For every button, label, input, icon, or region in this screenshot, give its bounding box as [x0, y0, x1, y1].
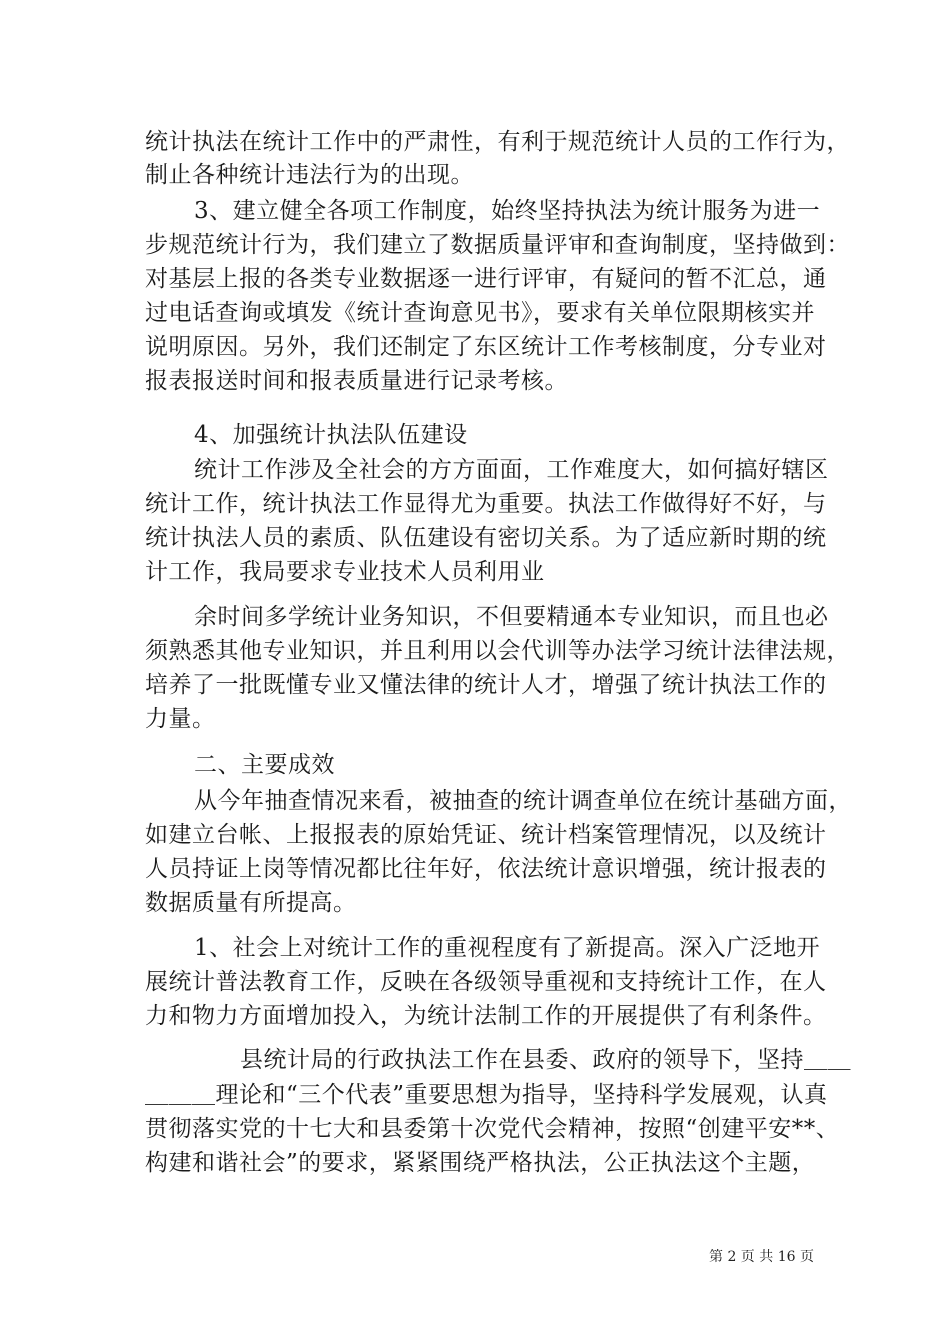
- text-line-15: 须熟悉其他专业知识，并且利用以会代训等办法学习统计法律法规，: [145, 638, 850, 664]
- text-line-28: 贯彻落实党的十七大和县委第十次党代会精神，按照“创建平安**、: [145, 1116, 840, 1142]
- text-line-11: 统计工作，统计执法工作显得尤为重要。执法工作做得好不好，与: [145, 491, 827, 517]
- text-line-10: 统计工作涉及全社会的方方面面，工作难度大，如何搞好辖区: [194, 457, 829, 483]
- text-line-6: 过电话查询或填发《统计查询意见书》，要求有关单位限期核实并: [145, 300, 815, 326]
- text-line-22: 数据质量有所提高。: [145, 890, 357, 916]
- text-line-19: 从今年抽查情况来看，被抽查的统计调查单位在统计基础方面，: [194, 788, 852, 814]
- text-line-13: 计工作，我局要求专业技术人员利用业: [145, 559, 545, 585]
- text-line-17: 力量。: [145, 706, 216, 732]
- text-line-25: 力和物力方面增加投入，为统计法制工作的开展提供了有利条件。: [145, 1003, 827, 1029]
- text-line-8: 报表报送时间和报表质量进行记录考核。: [145, 368, 568, 394]
- text-line-14: 余时间多学统计业务知识，不但要精通本专业知识，而且也必: [194, 604, 829, 630]
- text-line-29: 构建和谐社会”的要求，紧紧围绕严格执法，公正执法这个主题，: [145, 1150, 816, 1176]
- text-line-3: 3、建立健全各项工作制度，始终坚持执法为统计服务为进一: [194, 198, 821, 224]
- text-line-21: 人员持证上岗等情况都比往年好，依法统计意识增强，统计报表的: [145, 856, 827, 882]
- text-line-4: 步规范统计行为，我们建立了数据质量评审和查询制度，坚持做到：: [145, 232, 850, 258]
- text-line-26: 县统计局的行政执法工作在县委、政府的领导下，坚持＿＿: [240, 1047, 851, 1073]
- text-line-24: 展统计普法教育工作，反映在各级领导重视和支持统计工作，在人: [145, 969, 827, 995]
- text-line-1: 统计执法在统计工作中的严肃性，有利于规范统计人员的工作行为，: [145, 129, 850, 155]
- text-line-23: 1、社会上对统计工作的重视程度有了新提高。深入广泛地开: [194, 935, 821, 961]
- text-line-20: 如建立台帐、上报报表的原始凭证、统计档案管理情况，以及统计: [145, 822, 827, 848]
- text-line-27: ＿＿＿理论和“三个代表”重要思想为指导，坚持科学发展观，认真: [145, 1082, 828, 1108]
- page-number-footer: 第 2 页 共 16 页: [709, 1249, 814, 1265]
- text-line-16: 培养了一批既懂专业又懂法律的统计人才，增强了统计执法工作的: [145, 672, 827, 698]
- text-line-2: 制止各种统计违法行为的出现。: [145, 162, 474, 188]
- text-line-9: 4、加强统计执法队伍建设: [194, 422, 468, 448]
- text-line-7: 说明原因。另外，我们还制定了东区统计工作考核制度，分专业对: [145, 334, 827, 360]
- text-line-5: 对基层上报的各类专业数据逐一进行评审，有疑问的暂不汇总，通: [145, 266, 827, 292]
- text-line-12: 统计执法人员的素质、队伍建设有密切关系。为了适应新时期的统: [145, 525, 827, 551]
- text-line-18: 二、主要成效: [194, 752, 335, 778]
